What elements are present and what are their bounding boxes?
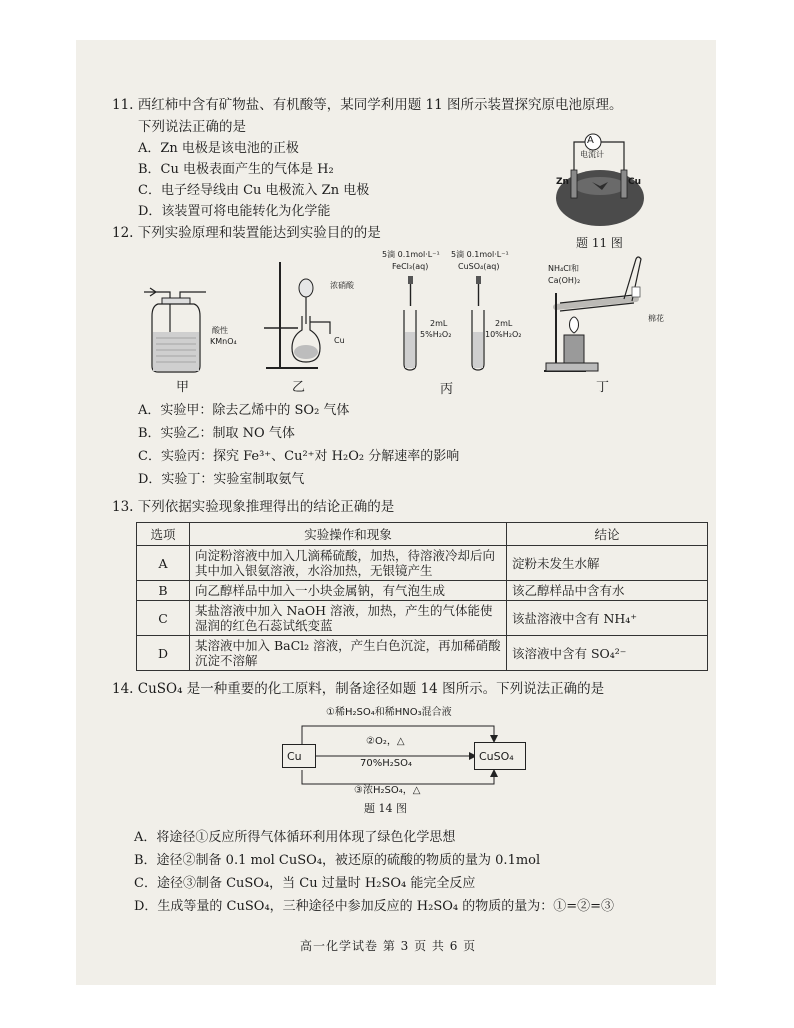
- nitric-acid-flask-figure: [258, 258, 342, 374]
- route-2-label-bottom: 70%H₂SO₄: [360, 758, 412, 769]
- ammeter-icon: A: [587, 135, 594, 146]
- row-conclusion: 该乙醇样品中含有水: [507, 581, 708, 601]
- cu-box: Cu: [282, 744, 316, 768]
- q14-option-a: A．将途径①反应所得气体循环利用体现了绿色化学思想: [134, 830, 456, 845]
- q11-option-a: A．Zn 电极是该电池的正极: [138, 141, 299, 156]
- table-row: [137, 581, 708, 601]
- q11-stem: 11. 西红柿中含有矿物盐、有机酸等，某同学利用题 11 图所示装置探究原电池原理。: [112, 97, 623, 113]
- route-2-label-top: ②O₂，△: [366, 736, 405, 747]
- bing-tube1-solution: 5%H₂O₂: [420, 330, 452, 339]
- q14-figure-caption: 题 14 图: [364, 802, 407, 815]
- yi-acid-label: 浓硝酸: [330, 281, 354, 290]
- table-row: [137, 636, 708, 671]
- bing-drop2-label-b: CuSO₄(aq): [458, 262, 500, 271]
- row-conclusion: 该溶液中含有 SO₄²⁻: [507, 636, 708, 671]
- ding-reagent-label-1: NH₄Cl和: [548, 264, 580, 273]
- route-3-label: ③浓H₂SO₄，△: [354, 785, 421, 796]
- ammonia-apparatus-figure: [540, 255, 650, 375]
- row-operation: 向淀粉溶液中加入几滴稀硫酸，加热，待溶液冷却后向其中加入银氨溶液，水浴加热，无银镜产生: [190, 546, 507, 581]
- jia-reagent-label-1: 酸性: [212, 326, 228, 335]
- route-1-label: ①稀H₂SO₄和稀HNO₃混合液: [326, 707, 452, 718]
- q12-option-b: B．实验乙：制取 NO 气体: [138, 426, 295, 441]
- bing-tube2-solution: 10%H₂O₂: [485, 330, 522, 339]
- row-option: A: [137, 546, 190, 581]
- row-conclusion: 该盐溶液中含有 NH₄⁺: [507, 601, 708, 636]
- q11-option-d: D．该装置可将电能转化为化学能: [138, 204, 331, 219]
- ding-cotton-label: 棉花: [648, 314, 664, 323]
- q12-option-d: D．实验丁：实验室制取氨气: [138, 472, 305, 487]
- q11-figure-caption: 题 11 图: [576, 236, 623, 250]
- yi-caption: 乙: [292, 380, 306, 395]
- bing-drop2-label-a: 5滴 0.1mol·L⁻¹: [451, 250, 509, 259]
- row-option: C: [137, 601, 190, 636]
- bing-drop1-label-b: FeCl₃(aq): [392, 262, 429, 271]
- row-operation: 某盐溶液中加入 NaOH 溶液，加热，产生的气体能使湿润的红色石蕊试纸变蓝: [190, 601, 507, 636]
- q12-stem: 12. 下列实验原理和装置能达到实验目的的是: [112, 225, 381, 241]
- q13-stem: 13. 下列依据实验现象推理得出的结论正确的是: [112, 499, 395, 515]
- q14-option-c: C．途径③制备 CuSO₄，当 Cu 过量时 H₂SO₄ 能完全反应: [134, 876, 476, 891]
- q13-table: [136, 522, 708, 671]
- bing-tube2-volume: 2mL: [495, 319, 513, 328]
- table-header-row: [137, 523, 708, 546]
- jia-caption: 甲: [176, 380, 190, 395]
- q11-option-c: C．电子经导线由 Cu 电极流入 Zn 电极: [138, 183, 370, 198]
- table-header-option: 选项: [137, 523, 190, 546]
- q14-option-b: B．途径②制备 0.1 mol CuSO₄，被还原的硫酸的物质的量为 0.1mol: [134, 853, 541, 868]
- cu-electrode-label: Cu: [628, 177, 642, 187]
- row-conclusion: 淀粉未发生水解: [507, 546, 708, 581]
- jia-reagent-label-2: KMnO₄: [210, 337, 237, 346]
- page-footer: 高一化学试卷 第 3 页 共 6 页: [300, 939, 477, 953]
- table-row: [137, 546, 708, 581]
- row-operation: 向乙醇样品中加入一小块金属钠，有气泡生成: [190, 581, 507, 601]
- q14-option-d: D．生成等量的 CuSO₄，三种途径中参加反应的 H₂SO₄ 的物质的量为：①=②=③: [134, 899, 615, 914]
- yi-metal-label: Cu: [334, 336, 345, 345]
- table-row: [137, 601, 708, 636]
- bing-tube1-volume: 2mL: [430, 319, 448, 328]
- row-operation: 某溶液中加入 BaCl₂ 溶液，产生白色沉淀，再加稀硝酸沉淀不溶解: [190, 636, 507, 671]
- gas-washing-bottle-figure: [136, 282, 216, 374]
- zn-electrode-label: Zn: [556, 177, 569, 187]
- q12-option-a: A．实验甲：除去乙烯中的 SO₂ 气体: [138, 403, 350, 418]
- ammeter-label: 电流计: [580, 150, 604, 159]
- bing-drop1-label-a: 5滴 0.1mol·L⁻¹: [382, 250, 440, 259]
- ding-reagent-label-2: Ca(OH)₂: [548, 276, 581, 285]
- q11-option-b: B．Cu 电极表面产生的气体是 H₂: [138, 162, 334, 177]
- row-option: B: [137, 581, 190, 601]
- bing-caption: 丙: [440, 382, 454, 397]
- q11-stem-2: 下列说法正确的是: [138, 119, 246, 135]
- cuso4-box: CuSO₄: [474, 742, 526, 770]
- table-header-conclusion: 结论: [507, 523, 708, 546]
- table-header-operation: 实验操作和现象: [190, 523, 507, 546]
- row-option: D: [137, 636, 190, 671]
- q14-stem: 14. CuSO₄ 是一种重要的化工原料，制备途径如题 14 图所示。下列说法正确的是: [112, 681, 605, 697]
- q12-option-c: C．实验丙：探究 Fe³⁺、Cu²⁺对 H₂O₂ 分解速率的影响: [138, 449, 460, 464]
- ding-caption: 丁: [596, 380, 610, 395]
